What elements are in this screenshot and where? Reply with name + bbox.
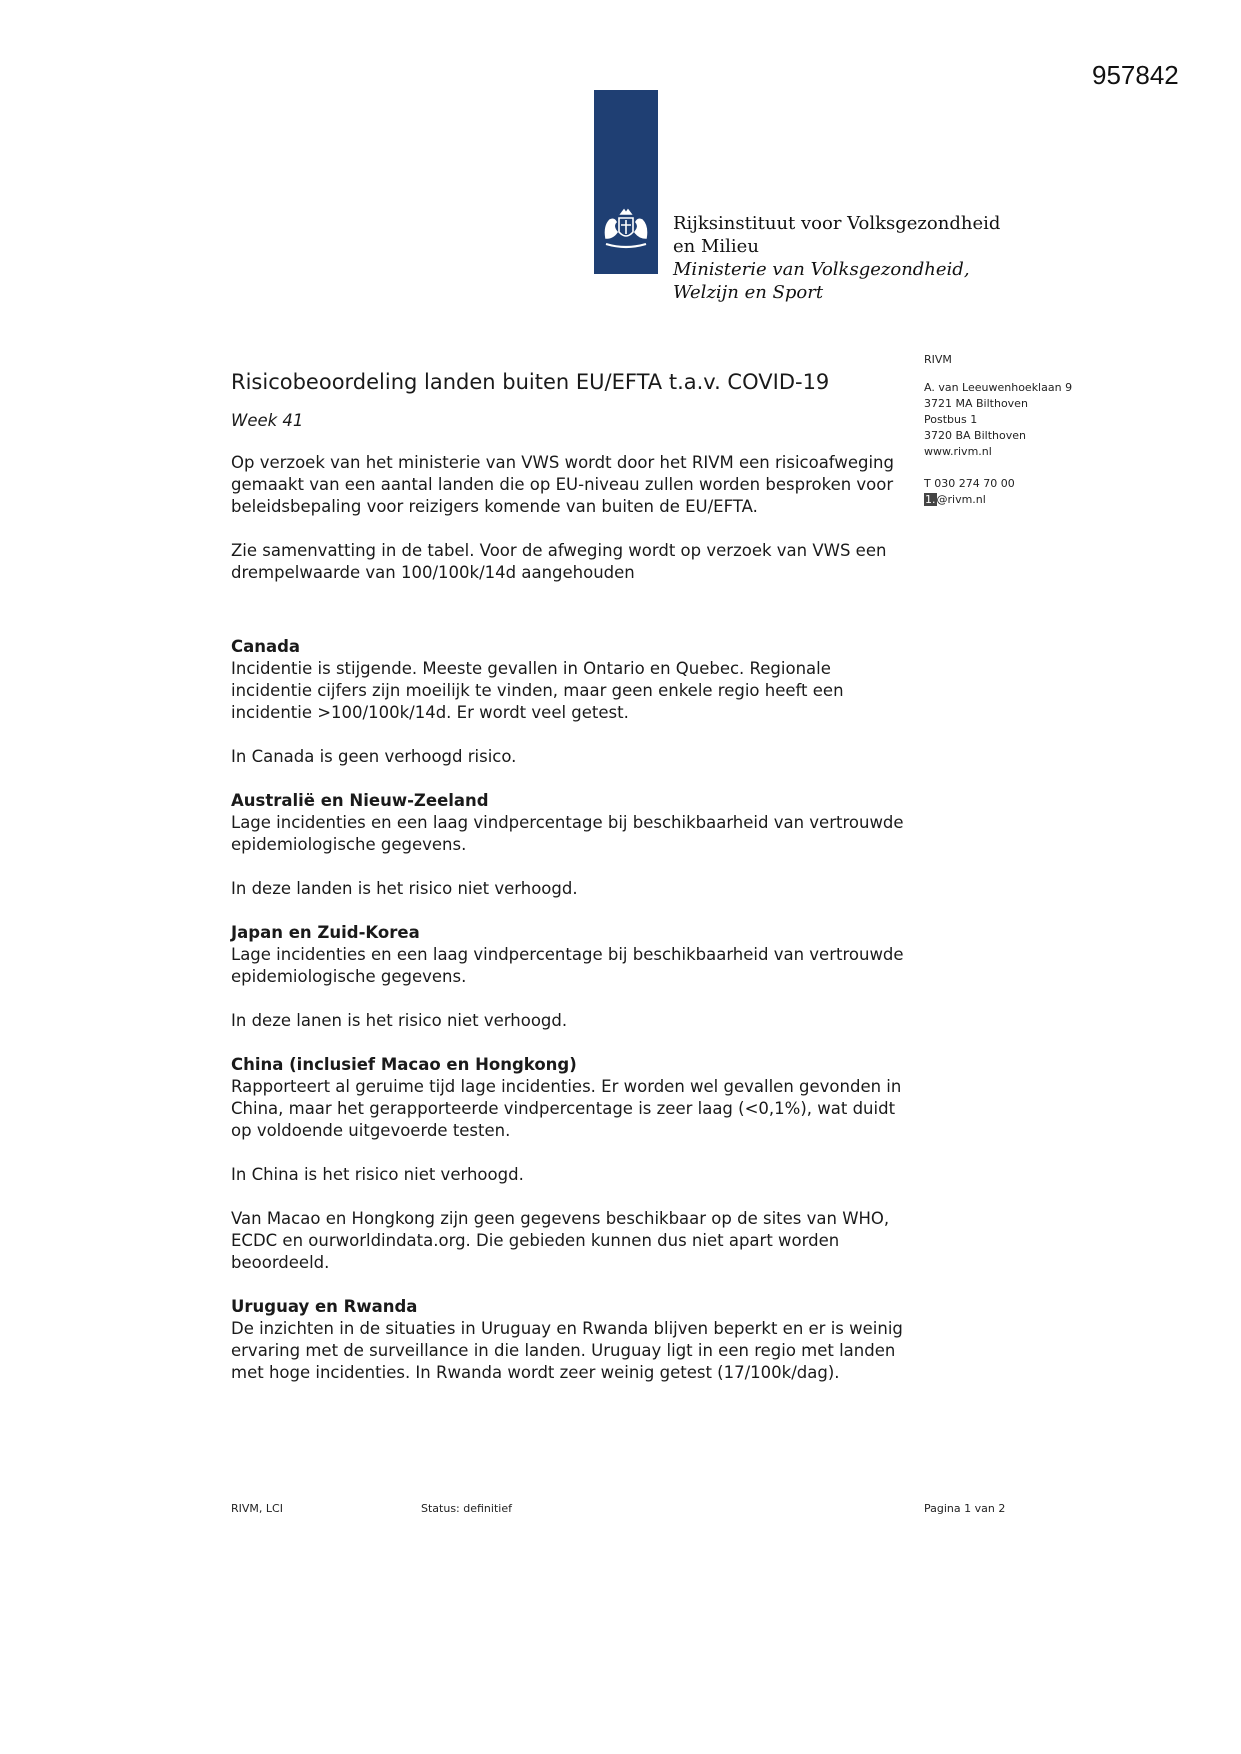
section-paragraph: Lage incidenties en een laag vindpercentage bij beschikbaarheid van vertrouwde epidemiologische gegevens. [231,813,904,854]
week-label: Week 41 [231,411,304,430]
section-title: Uruguay en Rwanda [231,1297,418,1316]
section-china [231,1054,911,1274]
section-paragraph: In deze landen is het risico niet verhoogd. [231,879,578,898]
logo-bar [594,90,658,274]
coat-of-arms-icon [598,208,654,252]
intro-paragraph: Op verzoek van het ministerie van VWS wordt door het RIVM een risicoafweging gemaakt van een aantal landen die op EU-niveau zullen worden besproken voor beleidsbepaling voor reizigers komende van buiten de EU/EFTA. [231,453,894,516]
phone-number: T 030 274 70 00 [924,477,1015,490]
address-street: A. van Leeuwenhoeklaan 9 [924,381,1073,394]
document-number: 957842 [1092,60,1179,90]
address-postal: 3720 BA Bilthoven [924,429,1026,442]
address-postbus: Postbus 1 [924,413,978,426]
redaction-mark: 1. [925,493,936,506]
document-title: Risicobeoordeling landen buiten EU/EFTA t.a.v. COVID-19 [231,370,830,394]
document-body [231,368,911,1406]
section-title: Japan en Zuid-Korea [231,923,420,942]
sender-address-block [924,352,1072,508]
sender-name: RIVM [924,353,952,366]
email-address[interactable] [924,492,1072,508]
section-title: China (inclusief Macao en Hongkong) [231,1055,577,1074]
ministry-line1: Ministerie van Volksgezondheid, [673,259,970,280]
organization-block [673,212,1000,304]
section-title: Australië en Nieuw-Zeeland [231,791,489,810]
org-name-line2: en Milieu [673,236,759,257]
footer-page-number: Pagina 1 van 2 [924,1502,1006,1515]
section-japan-south-korea [231,922,911,1032]
address-city: 3721 MA Bilthoven [924,397,1028,410]
section-paragraph: In deze lanen is het risico niet verhoogd. [231,1011,568,1030]
email-domain: @rivm.nl [936,493,986,506]
section-paragraph: In China is het risico niet verhoogd. [231,1165,524,1184]
section-paragraph: De inzichten in de situaties in Uruguay en Rwanda blijven beperkt en er is weinig ervaring met de surveillance in die landen. Uruguay ligt in een regio met landen met hoge incidenties. In Rwanda wordt zeer weinig getest (17/100k/dag). [231,1319,903,1382]
intro-paragraph: Zie samenvatting in de tabel. Voor de afweging wordt op verzoek van VWS een drempelwaarde van 100/100k/14d aangehouden [231,541,887,582]
org-name-line1: Rijksinstituut voor Volksgezondheid [673,213,1001,234]
section-paragraph: Lage incidenties en een laag vindpercentage bij beschikbaarheid van vertrouwde epidemiologische gegevens. [231,945,904,986]
section-paragraph: In Canada is geen verhoogd risico. [231,747,517,766]
section-paragraph: Incidentie is stijgende. Meeste gevallen in Ontario en Quebec. Regionale incidentie cijfers zijn moeilijk te vinden, maar geen enkele regio heeft een incidentie >100/100k/14d. Er wordt veel getest. [231,659,844,722]
section-title: Canada [231,637,301,656]
footer-status: Status: definitief [421,1502,512,1515]
section-paragraph: Rapporteert al geruime tijd lage incidenties. Er worden wel gevallen gevonden in China, maar het gerapporteerde vindpercentage is zeer laag (<0,1%), wat duidt op voldoende uitgevoerde testen. [231,1077,902,1140]
section-uruguay-rwanda [231,1296,911,1384]
website-link[interactable]: www.rivm.nl [924,445,992,458]
ministry-line2: Welzijn en Sport [673,282,824,303]
section-australia-new-zealand [231,790,911,900]
section-paragraph: Van Macao en Hongkong zijn geen gegevens beschikbaar op de sites van WHO, ECDC en ourworldindata.org. Die gebieden kunnen dus niet apart worden beoordeeld. [231,1209,890,1272]
footer-department: RIVM, LCI [231,1502,283,1515]
section-canada [231,636,911,768]
